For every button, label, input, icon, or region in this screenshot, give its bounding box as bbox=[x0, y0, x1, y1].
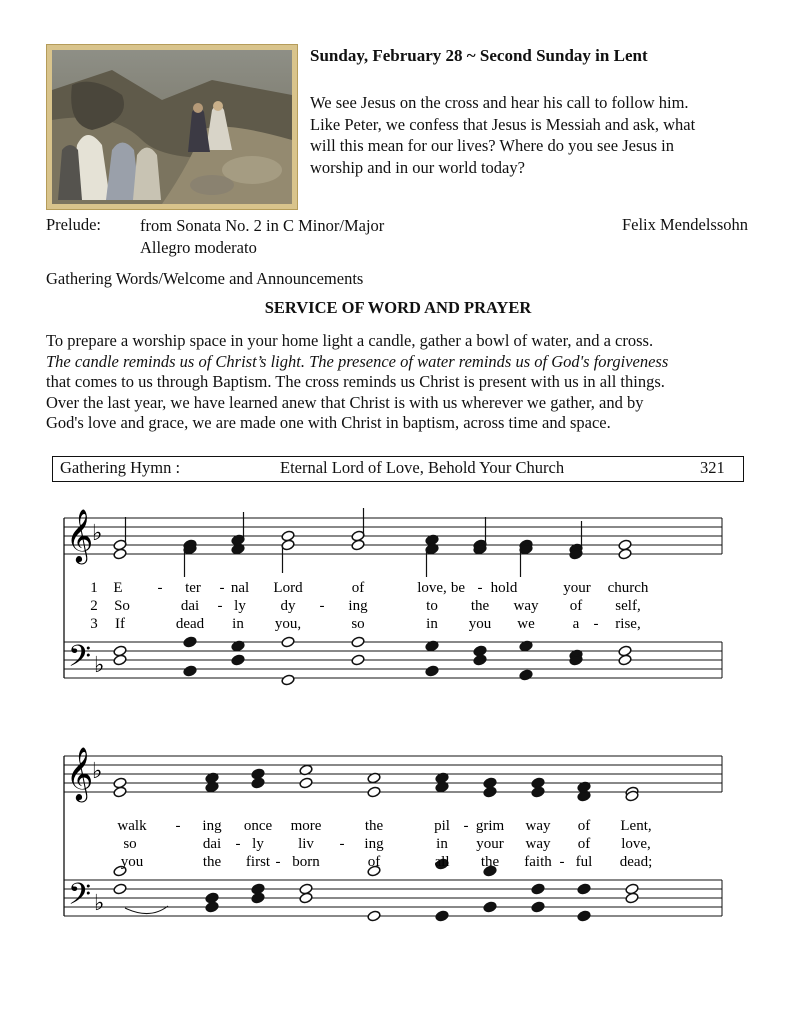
lyric-verse-3: dead; bbox=[619, 854, 653, 870]
flat-key-signature: ♭ bbox=[92, 758, 103, 783]
bass-note bbox=[531, 901, 545, 913]
lyric-verse-2: ly bbox=[252, 836, 264, 852]
treble-clef: 𝄞 bbox=[66, 510, 94, 561]
lyric-verse-1: nal bbox=[230, 580, 250, 596]
hymn-label: Gathering Hymn : bbox=[60, 458, 181, 477]
lyric-verse-2: dai bbox=[180, 598, 200, 614]
lyric-verse-1: hold bbox=[490, 580, 518, 596]
treble-note bbox=[113, 786, 127, 798]
bass-note bbox=[577, 910, 591, 922]
lyric-verse-1: once bbox=[243, 818, 273, 834]
bass-note bbox=[183, 636, 197, 648]
prelude-composer: Felix Mendelssohn bbox=[621, 215, 748, 234]
lyric-verse-1: walk bbox=[117, 818, 147, 834]
bass-note bbox=[183, 665, 197, 677]
treble-note bbox=[483, 786, 497, 798]
lyric-verse-3: all bbox=[434, 854, 450, 870]
lyric-verse-2: So bbox=[114, 598, 130, 614]
lyric-verse-3: the bbox=[202, 854, 222, 870]
hymn-title: Eternal Lord of Love, Behold Your Church bbox=[280, 458, 565, 477]
lyric-verse-3: ful bbox=[575, 854, 593, 870]
bass-note bbox=[425, 665, 439, 677]
lyric-verse-2: - bbox=[319, 598, 325, 614]
prelude-movement: Allegro moderato bbox=[140, 238, 257, 257]
lyric-verse-2: of bbox=[577, 836, 591, 852]
bass-note bbox=[577, 883, 591, 895]
bass-clef: 𝄢 bbox=[68, 640, 92, 680]
lyric-verse-2: ing bbox=[348, 598, 368, 614]
treble-note bbox=[113, 548, 127, 560]
bass-note bbox=[281, 636, 295, 648]
lyric-verse-2: - bbox=[339, 836, 345, 852]
bass-note bbox=[251, 892, 265, 904]
lyric-verse-1: the bbox=[364, 818, 384, 834]
lyric-verse-3: a bbox=[572, 616, 580, 632]
lyric-verse-2: so bbox=[123, 836, 137, 852]
lyric-verse-3: - bbox=[559, 854, 565, 870]
treble-note bbox=[251, 777, 265, 789]
lyric-verse-1: - bbox=[157, 580, 163, 596]
lyric-verse-1: Lent, bbox=[620, 818, 652, 834]
lyric-verse-3: of bbox=[367, 854, 381, 870]
lyric-verse-1: more bbox=[290, 818, 322, 834]
lyric-verse-2: dy bbox=[280, 598, 296, 614]
lyric-verse-3: faith bbox=[524, 854, 552, 870]
lyric-verse-1: of bbox=[351, 580, 365, 596]
intro-line: will this mean for our lives? Where do you see Jesus in bbox=[310, 136, 674, 155]
lyric-verse-3: dead bbox=[175, 616, 205, 632]
body-line: To prepare a worship space in your home light a candle, gather a bowl of water, and a cross. bbox=[46, 331, 654, 350]
lyric-verse-3: you bbox=[120, 854, 144, 870]
lyric-verse-3: the bbox=[480, 854, 500, 870]
lyric-verse-1: ing bbox=[202, 818, 222, 834]
prelude-piece bbox=[140, 215, 384, 259]
lyric-verse-2: the bbox=[470, 598, 490, 614]
gathering-words: Gathering Words/Welcome and Announcements bbox=[46, 269, 364, 288]
bass-note bbox=[367, 910, 381, 922]
lyric-verse-2: liv bbox=[298, 836, 314, 852]
lyric-verse-1: your bbox=[563, 580, 591, 596]
treble-note bbox=[299, 777, 313, 789]
bass-note bbox=[113, 883, 127, 895]
lyric-verse-1: Lord bbox=[273, 580, 303, 596]
music-score bbox=[0, 490, 796, 960]
bass-note bbox=[625, 892, 639, 904]
body-line: Over the last year, we have learned anew that Christ is with us wherever we gather, and by bbox=[46, 392, 644, 412]
verse-number: 1 bbox=[90, 580, 98, 596]
lyric-verse-1: church bbox=[607, 580, 649, 596]
lyric-verse-1: way bbox=[525, 818, 551, 834]
lyric-verse-3: so bbox=[351, 616, 365, 632]
bass-note bbox=[351, 636, 365, 648]
bass-note bbox=[618, 654, 632, 666]
lyric-verse-1: pil bbox=[434, 818, 450, 834]
lyric-verse-3: in bbox=[232, 616, 244, 632]
bass-note bbox=[531, 883, 545, 895]
body-paragraph bbox=[46, 331, 756, 434]
lyric-verse-1: - bbox=[463, 818, 469, 834]
bass-note bbox=[231, 654, 245, 666]
intro-line: worship and in our world today? bbox=[310, 157, 525, 177]
lyric-verse-2: dai bbox=[202, 836, 222, 852]
treble-note bbox=[367, 786, 381, 798]
flat-key-signature: ♭ bbox=[94, 890, 105, 915]
bass-note bbox=[473, 654, 487, 666]
bass-note bbox=[351, 654, 365, 666]
lyric-verse-1: - bbox=[175, 818, 181, 834]
lyric-verse-1: E bbox=[113, 580, 123, 596]
intro-line: Like Peter, we confess that Jesus is Messiah and ask, what bbox=[310, 114, 696, 134]
lyric-verse-2: way bbox=[525, 836, 551, 852]
lyric-verse-3: first bbox=[245, 854, 271, 870]
bass-clef: 𝄢 bbox=[68, 878, 92, 918]
prelude-label: Prelude: bbox=[46, 215, 101, 234]
lyric-verse-3: in bbox=[426, 616, 438, 632]
lyric-verse-1: grim bbox=[475, 818, 505, 834]
lyric-verse-3: we bbox=[517, 616, 535, 632]
lyric-verse-3: - bbox=[275, 854, 281, 870]
bass-note bbox=[299, 892, 313, 904]
hymn-number: 321 bbox=[700, 458, 725, 477]
treble-clef: 𝄞 bbox=[66, 748, 94, 799]
body-line: God's love and grace, we are made one with Christ in baptism, across time and space. bbox=[46, 413, 611, 432]
intro-line: We see Jesus on the cross and hear his call to follow him. bbox=[310, 93, 689, 112]
prelude-piece-title: from Sonata No. 2 in C Minor/Major bbox=[140, 216, 385, 235]
lyric-verse-3: - bbox=[593, 616, 599, 632]
verse-number: 2 bbox=[90, 598, 98, 614]
lyric-verse-1: - bbox=[219, 580, 225, 596]
lyric-verse-2: - bbox=[217, 598, 223, 614]
bass-note bbox=[281, 674, 295, 686]
lyric-verse-1: ter bbox=[185, 580, 201, 596]
bass-note bbox=[435, 910, 449, 922]
flat-key-signature: ♭ bbox=[92, 520, 103, 545]
body-line-italic: The candle reminds us of Christ’s light. The presence of water reminds us of God's forgiveness bbox=[46, 351, 669, 371]
lyric-verse-2: self, bbox=[615, 598, 641, 614]
lyric-verse-2: - bbox=[235, 836, 241, 852]
lyric-verse-1: - bbox=[477, 580, 483, 596]
bass-note bbox=[519, 669, 533, 681]
lyric-verse-2: ly bbox=[234, 598, 246, 614]
treble-note bbox=[618, 548, 632, 560]
section-heading: SERVICE OF WORD AND PRAYER bbox=[264, 298, 532, 317]
service-date-title: Sunday, February 28 ~ Second Sunday in Lent bbox=[310, 46, 648, 65]
body-line: that comes to us through Baptism. The cross reminds us Christ is present with us in all things. bbox=[46, 372, 665, 391]
lyric-verse-2: ing bbox=[364, 836, 384, 852]
verse-number: 3 bbox=[90, 616, 98, 632]
lyric-verse-3: you, bbox=[274, 616, 302, 632]
lyric-verse-1: be bbox=[450, 580, 466, 596]
bass-note bbox=[483, 901, 497, 913]
lyric-verse-2: of bbox=[569, 598, 583, 614]
treble-note bbox=[531, 786, 545, 798]
lyric-verse-2: to bbox=[426, 598, 438, 614]
lyric-verse-1: love, bbox=[417, 580, 447, 596]
bass-note bbox=[113, 654, 127, 666]
lyric-verse-2: love, bbox=[621, 836, 651, 852]
lyric-verse-2: way bbox=[513, 598, 539, 614]
lyric-verse-2: your bbox=[476, 836, 504, 852]
lyric-verse-2: in bbox=[436, 836, 448, 852]
lyric-verse-3: rise, bbox=[615, 616, 641, 632]
lyric-verse-3: you bbox=[468, 616, 492, 632]
intro-paragraph bbox=[310, 92, 760, 178]
painting-jesus-and-disciples bbox=[52, 50, 292, 204]
lyric-verse-3: If bbox=[115, 616, 125, 632]
lyric-verse-3: born bbox=[292, 854, 320, 870]
bass-note bbox=[205, 901, 219, 913]
treble-note bbox=[351, 539, 365, 551]
lyric-verse-1: of bbox=[577, 818, 591, 834]
flat-key-signature: ♭ bbox=[94, 652, 105, 677]
